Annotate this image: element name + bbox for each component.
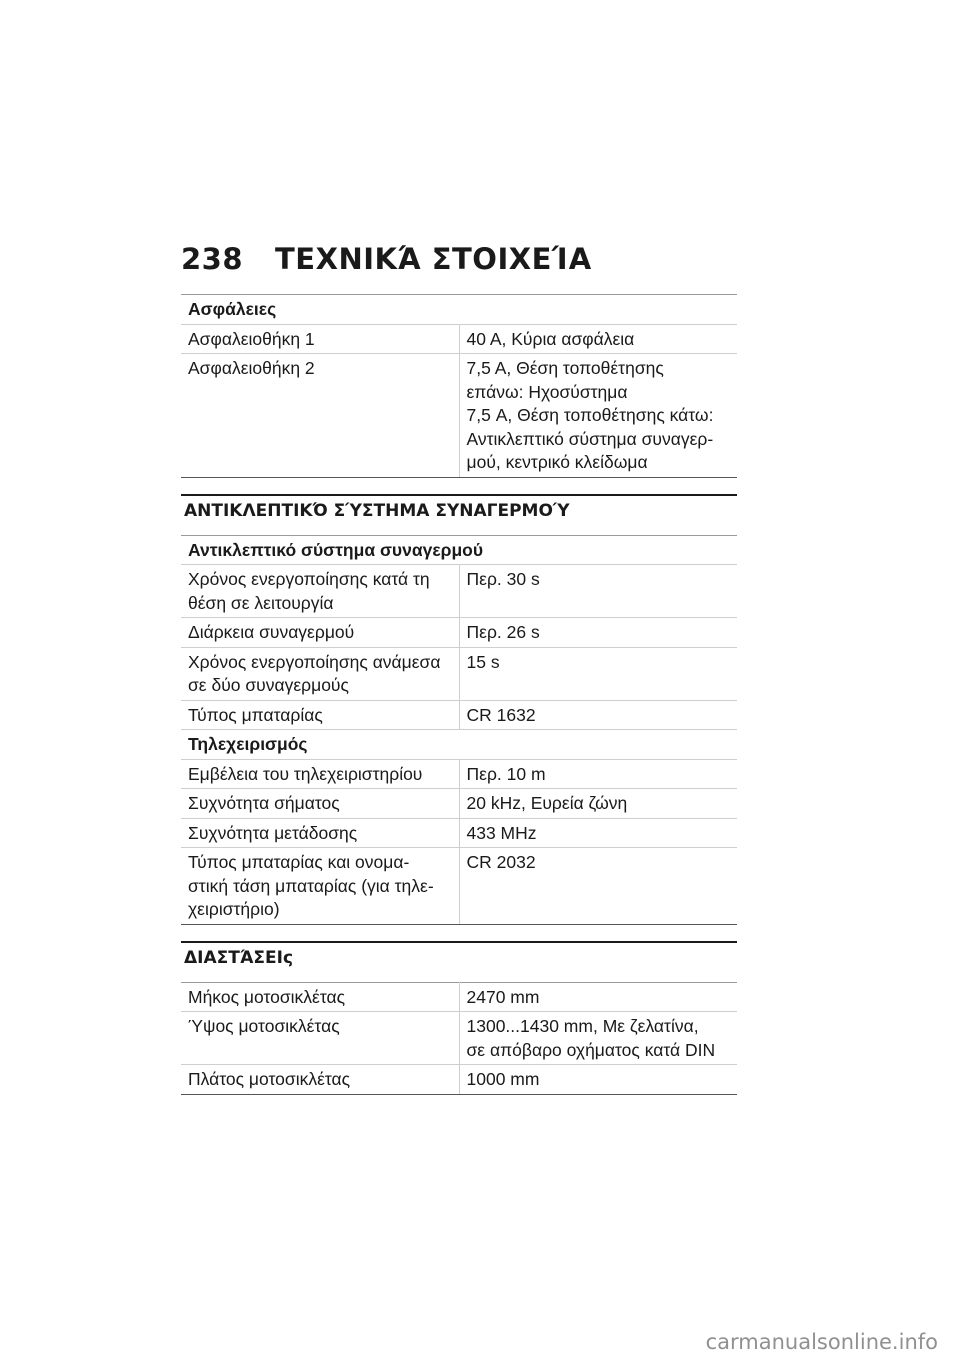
row-label: Ύψος μοτοσικλέτας xyxy=(181,1012,459,1065)
row-label: Τύπος μπαταρίας xyxy=(181,700,459,730)
table-row xyxy=(181,818,737,848)
content xyxy=(181,294,737,1095)
row-value: 433 MHz xyxy=(459,818,737,848)
row-value: CR 1632 xyxy=(459,700,737,730)
row-value: 20 kHz, Ευρεία ζώνη xyxy=(459,789,737,819)
row-label: Ασφαλειοθήκη 1 xyxy=(181,324,459,354)
row-value: Περ. 10 m xyxy=(459,759,737,789)
table-row xyxy=(181,848,737,925)
row-value: 1300...1430 mm, Με ζελατίνα, σε απόβαρο οχήματος κατά DIN xyxy=(459,1012,737,1065)
table-row xyxy=(181,354,737,478)
page-header xyxy=(181,242,592,276)
table-row xyxy=(181,1065,737,1095)
table-row xyxy=(181,647,737,700)
alarm-section-title: ΑΝΤΙΚΛΕΠΤΙΚΌ ΣΎΣΤΗΜΑ ΣΥΝΑΓΕΡΜΟΎ xyxy=(181,494,737,527)
row-label: Συχνότητα σήματος xyxy=(181,789,459,819)
table-row xyxy=(181,618,737,648)
table-row xyxy=(181,759,737,789)
row-value: Περ. 26 s xyxy=(459,618,737,648)
row-value: Περ. 30 s xyxy=(459,565,737,618)
watermark-text: carmanualsonline.info xyxy=(705,1330,938,1354)
table-row xyxy=(181,982,737,1012)
page-title: ΤΕΧΝΙΚΆ ΣΤΟΙΧΕΊΑ xyxy=(275,242,592,276)
table-row xyxy=(181,700,737,730)
row-label: Συχνότητα μετάδοσης xyxy=(181,818,459,848)
table-row xyxy=(181,789,737,819)
row-value: 2470 mm xyxy=(459,982,737,1012)
row-label: Ασφαλειοθήκη 2 xyxy=(181,354,459,478)
row-value: 40 A, Κύρια ασφάλεια xyxy=(459,324,737,354)
row-value: CR 2032 xyxy=(459,848,737,925)
row-label: Τύπος μπαταρίας και ονομα- στική τάση μπαταρίας (για τηλε- χειριστήριο) xyxy=(181,848,459,925)
table-row xyxy=(181,565,737,618)
alarm-table xyxy=(181,535,737,925)
row-label: Διάρκεια συναγερμού xyxy=(181,618,459,648)
row-value: 7,5 A, Θέση τοποθέτησης επάνω: Ηχοσύστημα 7,5 A, Θέση τοποθέτησης κάτω: Αντικλεπτικό σύστημα συναγερ- μού, κεντρικό κλείδωμα xyxy=(459,354,737,478)
remote-subheading: Τηλεχειρισμός xyxy=(181,730,737,760)
row-label: Χρόνος ενεργοποίησης κατά τη θέση σε λειτουργία xyxy=(181,565,459,618)
fuses-subheading: Ασφάλειες xyxy=(181,295,737,325)
page-number: 238 xyxy=(181,242,244,276)
dimensions-table xyxy=(181,982,737,1095)
table-row xyxy=(181,324,737,354)
row-value: 1000 mm xyxy=(459,1065,737,1095)
row-label: Εμβέλεια του τηλεχειριστηρίου xyxy=(181,759,459,789)
alarm-subheading: Αντικλεπτικό σύστημα συναγερμού xyxy=(181,535,737,565)
row-label: Πλάτος μοτοσικλέτας xyxy=(181,1065,459,1095)
table-row xyxy=(181,1012,737,1065)
dimensions-section-title: ΔΙΑΣΤΆΣΕΙς xyxy=(181,941,737,974)
row-label: Μήκος μοτοσικλέτας xyxy=(181,982,459,1012)
row-label: Χρόνος ενεργοποίησης ανάμεσα σε δύο συναγερμούς xyxy=(181,647,459,700)
fuses-table xyxy=(181,294,737,478)
row-value: 15 s xyxy=(459,647,737,700)
